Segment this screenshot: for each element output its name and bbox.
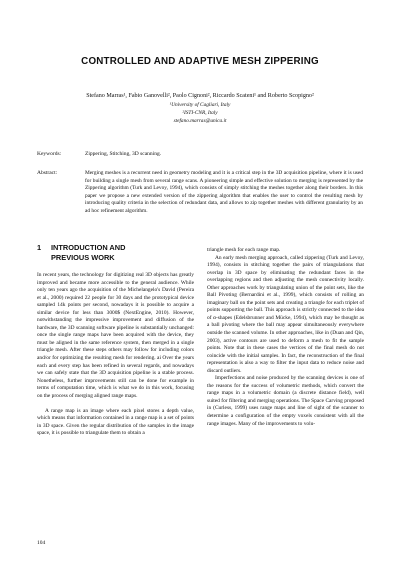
section-heading <box>37 243 187 263</box>
paragraph: An early mesh merging approach, called zippering (Turk and Levoy, 1994), consists in stitching together the pairs of triangulations that overlap in 3D space by eliminating the redundant faces in the overlapping regions and then adjusting the mesh connectivity locally. Other approaches work by triangulating union of the point sets, like the Ball Pivoting (Bernardini et al., 1999), which consists of rolling an imaginary ball on the point sets and creating a triangle for each triplet of points supporting the ball. This approach is strictly connected to the idea of α-shapes (Edelsbrunner and Mücke, 1994), which may be thought as a ball pivoting where the ball may appear simultaneously everywhere outside the scanned volume. In other approaches, like in (Duan and Qin, 2003), active contours are used to deform a mesh to fit the sample points. Note that in these cases the vertices of the final mesh do not coincide with the initial samples. In fact, the reconstruction of the final representation is also a way to filter the input data to reduce noise and discard outliers. <box>207 254 364 374</box>
affiliation-2: ²ISTI-CNR, Italy <box>182 110 218 116</box>
paper-title: CONTROLLED AND ADAPTIVE MESH ZIPPERING <box>81 56 319 67</box>
author-list: Stefano Marras¹, Fabio Ganovelli², Paolo Cignoni², Riccardo Scateni¹ and Roberto Scopigno² <box>86 93 314 99</box>
page-number: 104 <box>37 540 46 546</box>
abstract-text: Merging meshes is a recurrent need in geometry modeling and it is a critical step in the 3D acquisition pipeline, where it is used for building a single mesh from several range scans. A pioneering simple and effective solution to merging is represented by the Zippering algorithm (Turk and Levoy, 1994), which consists of simply stitching the meshes together along their borders. In this paper we propose a new extended version of the zippering algorithm that enables the user to control the resulting mesh by introducing quality criteria in the selection of redundant data, and allows to zip together meshes with different granularity by an ad hoc refinement algorithm. <box>85 170 363 214</box>
paragraph: In recent years, the technology for digitizing real 3D objects has greatly improved and became more accessible to the general audience. While only ten years ago the acquisition of the Michelangelo's David (Pereira et al., 2000) required 22 people for 30 days and the prototypical device sampled 14k points per second, nowadays it is possible to acquire a similar device for less than 3000$ (NextEngine, 2010). However, notwithstanding the impressive improvement and diffusion of the hardware, the 3D scanning software pipeline is substantially unchanged: once the single range maps have been acquired with the device, they must be aligned in the same reference system, then merged in a single triangle mesh. After these steps others may follow for including colors and/or for optimizing the resulting mesh for rendering. ai Over the years each and every step has been refined in several regards, and nowadays we can safely state that the 3D acquisition pipeline is a stable process. Nonetheless, further improvements still can be done for example in terms of computation time, which is what we do in this work, focusing on the process of merging aligned range maps. <box>37 272 194 399</box>
right-column <box>207 247 364 436</box>
paragraph: A range map is an image where each pixel stores a depth value, which means that information contained in a range map is a set of points in 3D space. Given the regular distribution of the samples in the image space, it is possible to triangulate them to obtain a <box>37 407 194 437</box>
keywords-text: Zippering, Stitching, 3D scanning. <box>85 151 162 157</box>
paragraph: triangle mesh for each range map. <box>207 247 281 253</box>
affiliation-1: ¹University of Cagliari, Italy <box>169 102 231 108</box>
section-number: 1 <box>37 243 42 252</box>
author-email: stefano.marras@unica.it <box>173 118 227 124</box>
section-title-line1: INTRODUCTION AND <box>51 243 126 252</box>
section-title-line2: PREVIOUS WORK <box>51 253 115 262</box>
keywords-label: Keywords: <box>37 151 62 157</box>
left-column <box>37 272 194 445</box>
paragraph: Imperfections and noise produced by the scanning devices is one of the reasons for the success of volumetric methods, which convert the range maps in a volumetric domain (a discrete distance field), well suited for filtering and merging operations. The Space Carving proposed in (Curless, 1999) uses range maps and line of sight of the scanner to determine a configuration of the empty voxels consistent with all the range images. Many of the improvements to volu- <box>207 375 364 427</box>
abstract-label: Abstract: <box>37 170 58 176</box>
